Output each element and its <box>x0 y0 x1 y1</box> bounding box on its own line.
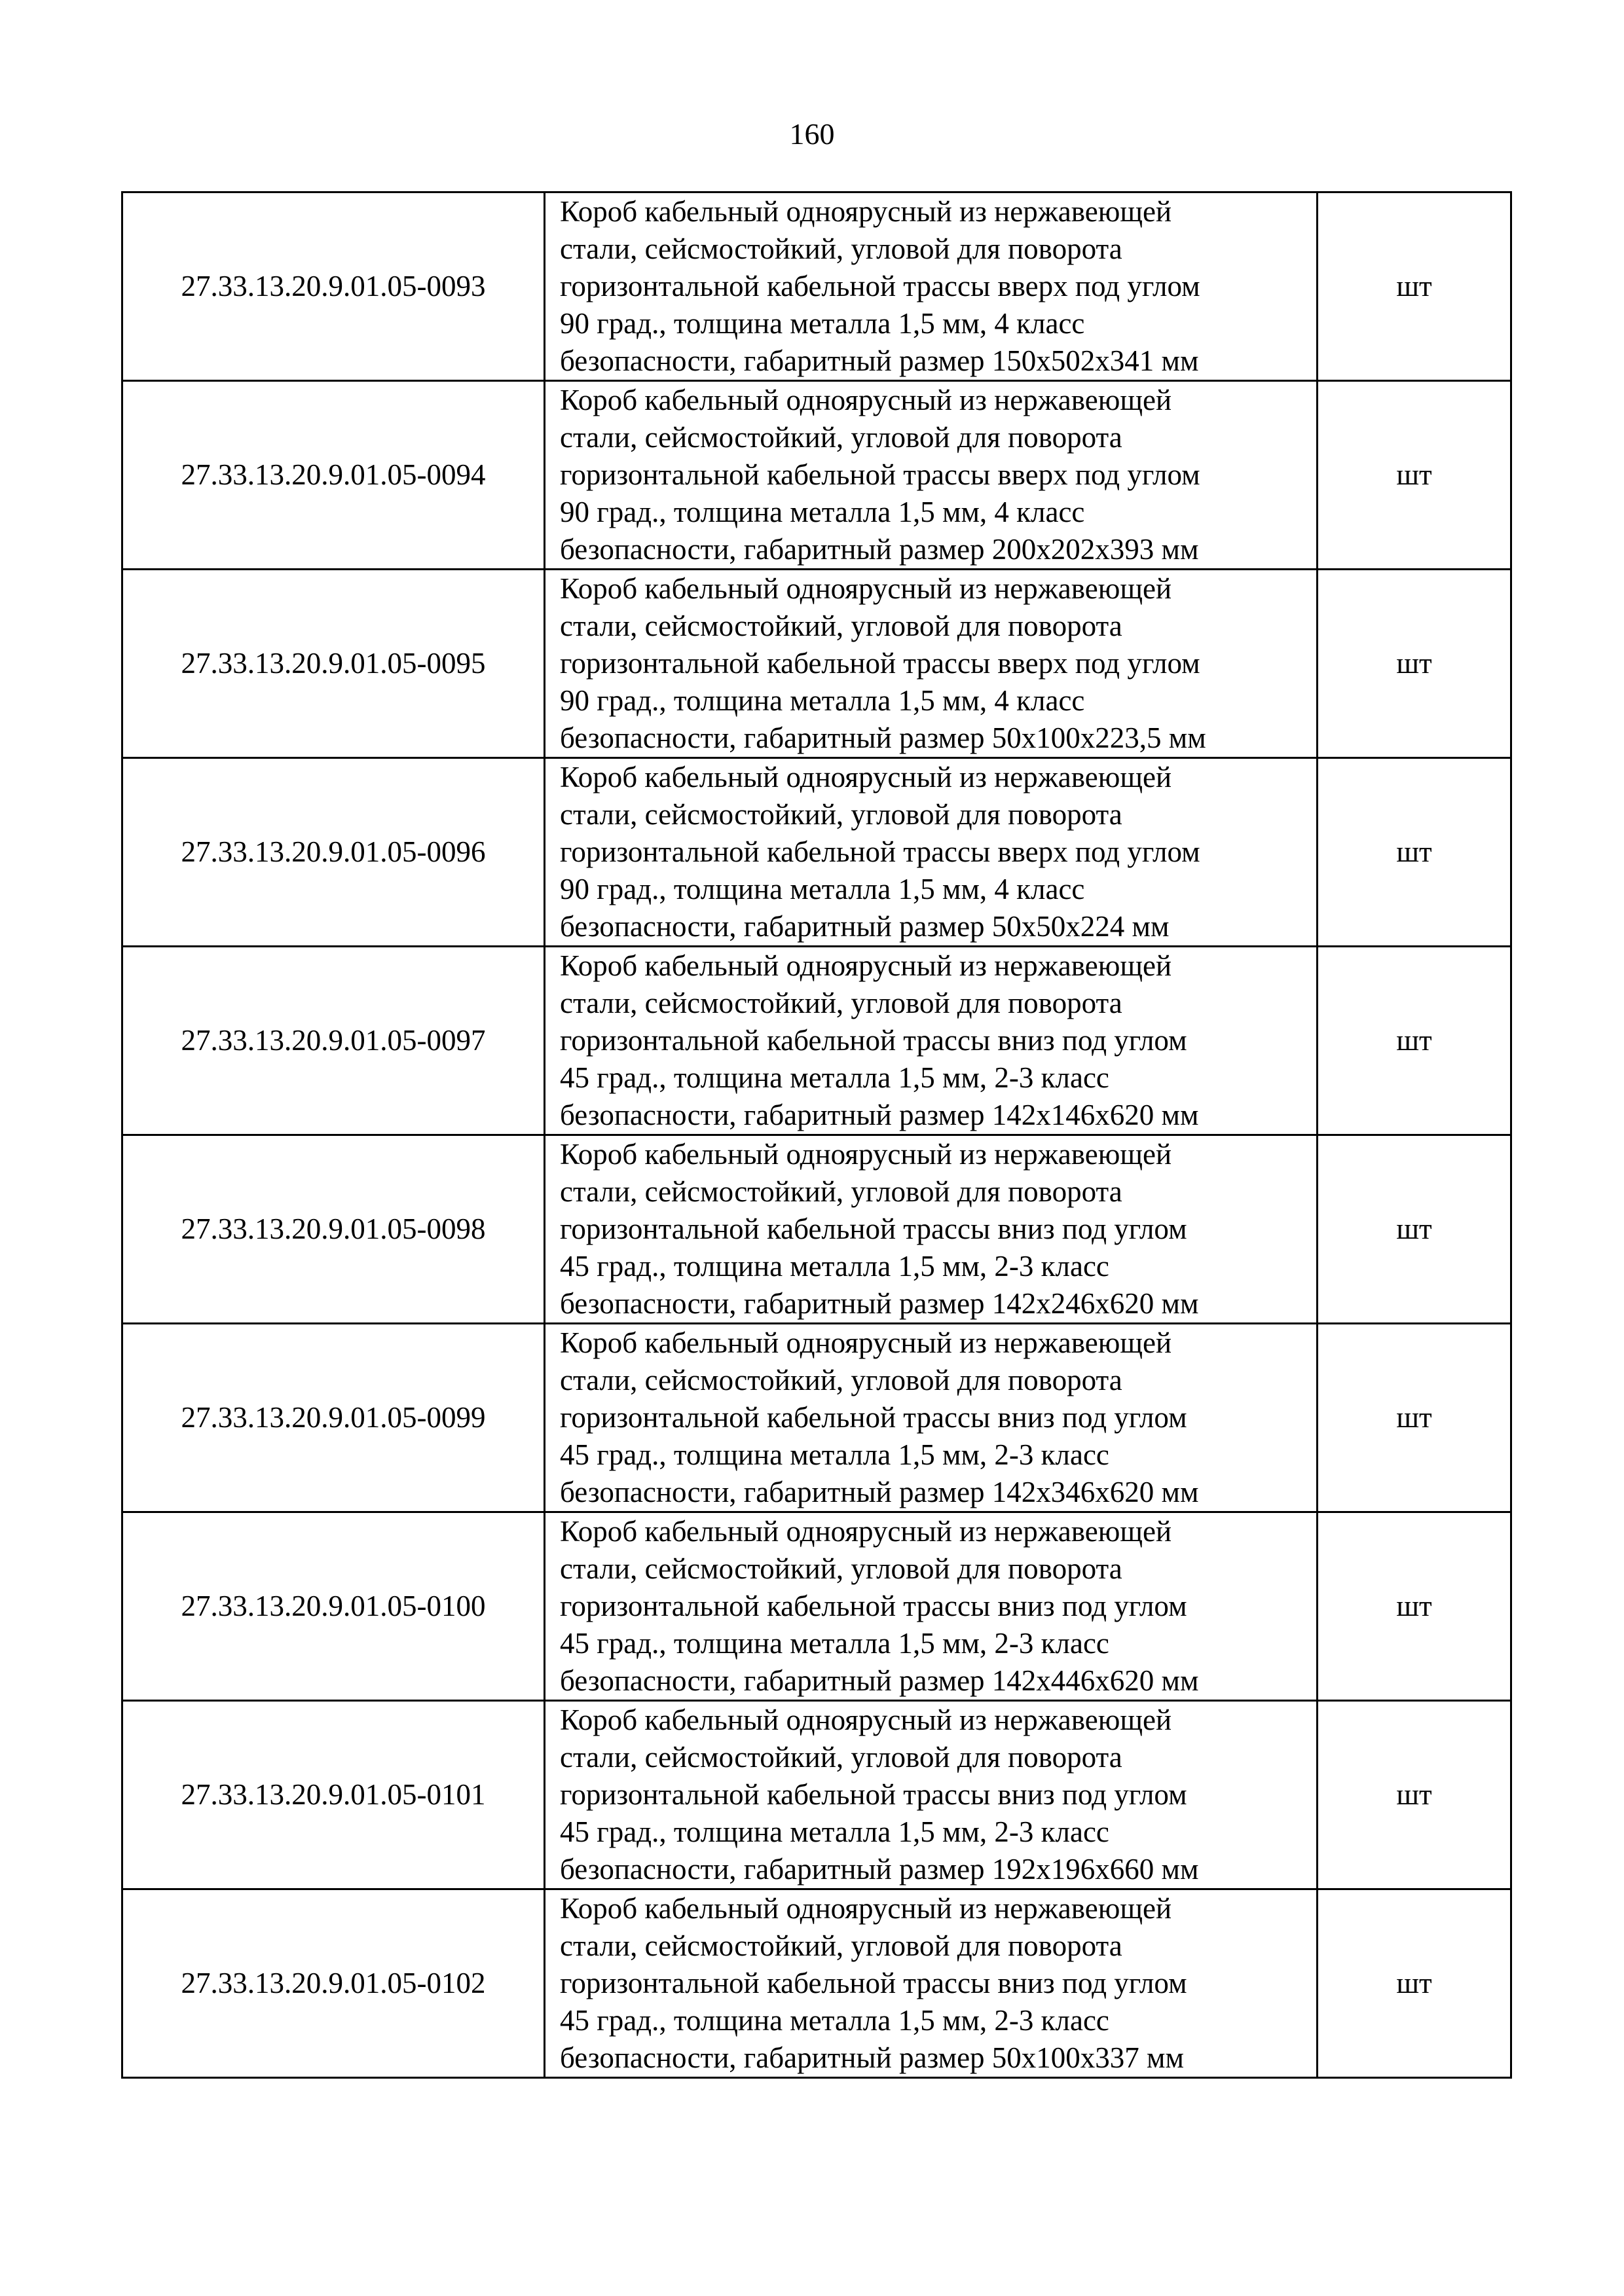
unit-of-measure: шт <box>1318 1512 1511 1701</box>
description-line: горизонтальной кабельной трассы вниз под углом <box>560 1778 1187 1811</box>
description-line: 90 град., толщина металла 1,5 мм, 4 класс <box>560 496 1085 528</box>
resource-code: 27.33.13.20.9.01.05-0102 <box>122 1889 545 2078</box>
resource-code: 27.33.13.20.9.01.05-0094 <box>122 381 545 570</box>
page-number: 160 <box>789 117 835 151</box>
description-line: Короб кабельный одноярусный из нержавеющей <box>560 572 1172 605</box>
description-line: безопасности, габаритный размер 50x100x337 мм <box>560 2041 1184 2074</box>
description-line: горизонтальной кабельной трассы вниз под углом <box>560 1590 1187 1622</box>
description-line: горизонтальной кабельной трассы вверх под углом <box>560 270 1200 302</box>
description-line: 90 град., толщина металла 1,5 мм, 4 класс <box>560 873 1085 905</box>
description-line: безопасности, габаритный размер 142x346x620 мм <box>560 1476 1199 1508</box>
resource-code: 27.33.13.20.9.01.05-0095 <box>122 570 545 758</box>
resource-description <box>545 1324 1318 1512</box>
resource-code: 27.33.13.20.9.01.05-0097 <box>122 947 545 1135</box>
description-line: горизонтальной кабельной трассы вниз под углом <box>560 1024 1187 1057</box>
description-line: 45 град., толщина металла 1,5 мм, 2-3 класс <box>560 2004 1109 2037</box>
unit-of-measure: шт <box>1318 1135 1511 1324</box>
table-row <box>122 1324 1511 1512</box>
table-row <box>122 1701 1511 1889</box>
description-line: стали, сейсмостойкий, угловой для поворота <box>560 987 1122 1019</box>
resource-description <box>545 1512 1318 1701</box>
description-line: Короб кабельный одноярусный из нержавеющей <box>560 761 1172 793</box>
resource-description <box>545 1135 1318 1324</box>
description-line: безопасности, габаритный размер 150x502x341 мм <box>560 344 1199 377</box>
description-line: безопасности, габаритный размер 142x146x620 мм <box>560 1099 1199 1131</box>
resource-description <box>545 381 1318 570</box>
table-row <box>122 570 1511 758</box>
resource-code: 27.33.13.20.9.01.05-0099 <box>122 1324 545 1512</box>
description-line: безопасности, габаритный размер 142x446x620 мм <box>560 1664 1199 1697</box>
resource-code: 27.33.13.20.9.01.05-0098 <box>122 1135 545 1324</box>
description-line: безопасности, габаритный размер 192x196x660 мм <box>560 1853 1199 1886</box>
description-line: Короб кабельный одноярусный из нержавеющей <box>560 1138 1172 1171</box>
unit-of-measure: шт <box>1318 1889 1511 2078</box>
table-row <box>122 758 1511 947</box>
unit-of-measure: шт <box>1318 758 1511 947</box>
description-line: Короб кабельный одноярусный из нержавеющей <box>560 1515 1172 1548</box>
table-row <box>122 192 1511 381</box>
description-line: стали, сейсмостойкий, угловой для поворота <box>560 1552 1122 1585</box>
resource-description <box>545 947 1318 1135</box>
unit-of-measure: шт <box>1318 381 1511 570</box>
description-line: Короб кабельный одноярусный из нержавеющей <box>560 384 1172 416</box>
description-line: Короб кабельный одноярусный из нержавеющей <box>560 195 1172 228</box>
description-line: 90 град., толщина металла 1,5 мм, 4 класс <box>560 684 1085 717</box>
description-line: стали, сейсмостойкий, угловой для поворота <box>560 1929 1122 1962</box>
resource-code: 27.33.13.20.9.01.05-0100 <box>122 1512 545 1701</box>
table-row <box>122 947 1511 1135</box>
description-line: 45 град., толщина металла 1,5 мм, 2-3 класс <box>560 1815 1109 1848</box>
description-line: Короб кабельный одноярусный из нержавеющей <box>560 1892 1172 1925</box>
description-line: безопасности, габаритный размер 50x100x223,5 мм <box>560 721 1206 754</box>
description-line: 45 град., толщина металла 1,5 мм, 2-3 класс <box>560 1250 1109 1283</box>
description-line: безопасности, габаритный размер 50x50x224 мм <box>560 910 1170 943</box>
description-line: 45 град., толщина металла 1,5 мм, 2-3 класс <box>560 1438 1109 1471</box>
description-line: горизонтальной кабельной трассы вверх под углом <box>560 458 1200 491</box>
table-row <box>122 1135 1511 1324</box>
description-line: 90 град., толщина металла 1,5 мм, 4 класс <box>560 307 1085 340</box>
unit-of-measure: шт <box>1318 1701 1511 1889</box>
description-line: стали, сейсмостойкий, угловой для поворота <box>560 1175 1122 1208</box>
description-line: Короб кабельный одноярусный из нержавеющей <box>560 1326 1172 1359</box>
resource-code: 27.33.13.20.9.01.05-0101 <box>122 1701 545 1889</box>
description-line: стали, сейсмостойкий, угловой для поворота <box>560 610 1122 642</box>
resource-table <box>121 191 1512 2079</box>
description-line: стали, сейсмостойкий, угловой для поворота <box>560 1741 1122 1774</box>
description-line: горизонтальной кабельной трассы вверх под углом <box>560 835 1200 868</box>
resource-code: 27.33.13.20.9.01.05-0093 <box>122 192 545 381</box>
unit-of-measure: шт <box>1318 570 1511 758</box>
description-line: стали, сейсмостойкий, угловой для поворота <box>560 421 1122 454</box>
description-line: стали, сейсмостойкий, угловой для поворота <box>560 1364 1122 1396</box>
description-line: 45 град., толщина металла 1,5 мм, 2-3 класс <box>560 1061 1109 1094</box>
description-line: горизонтальной кабельной трассы вверх под углом <box>560 647 1200 680</box>
description-line: безопасности, габаритный размер 142x246x620 мм <box>560 1287 1199 1320</box>
resource-description <box>545 570 1318 758</box>
resource-description <box>545 758 1318 947</box>
description-line: безопасности, габаритный размер 200x202x393 мм <box>560 533 1199 566</box>
description-line: Короб кабельный одноярусный из нержавеющей <box>560 949 1172 982</box>
description-line: стали, сейсмостойкий, угловой для поворота <box>560 798 1122 831</box>
resource-description <box>545 1889 1318 2078</box>
unit-of-measure: шт <box>1318 1324 1511 1512</box>
unit-of-measure: шт <box>1318 947 1511 1135</box>
description-line: горизонтальной кабельной трассы вниз под углом <box>560 1212 1187 1245</box>
unit-of-measure: шт <box>1318 192 1511 381</box>
table-row <box>122 1512 1511 1701</box>
description-line: стали, сейсмостойкий, угловой для поворота <box>560 232 1122 265</box>
table-row <box>122 1889 1511 2078</box>
description-line: 45 град., толщина металла 1,5 мм, 2-3 класс <box>560 1627 1109 1660</box>
description-line: горизонтальной кабельной трассы вниз под углом <box>560 1967 1187 1999</box>
description-line: Короб кабельный одноярусный из нержавеющей <box>560 1704 1172 1736</box>
resource-code: 27.33.13.20.9.01.05-0096 <box>122 758 545 947</box>
resource-description <box>545 1701 1318 1889</box>
table-row <box>122 381 1511 570</box>
description-line: горизонтальной кабельной трассы вниз под углом <box>560 1401 1187 1434</box>
resource-description <box>545 192 1318 381</box>
